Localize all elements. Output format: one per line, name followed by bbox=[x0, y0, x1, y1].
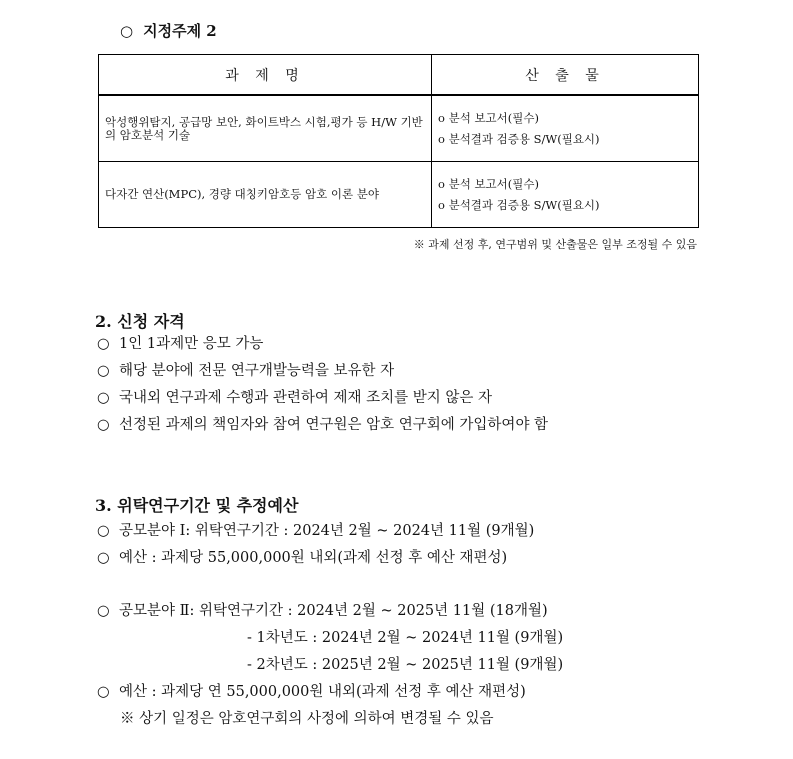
circle-bullet-icon: ○ bbox=[97, 523, 110, 539]
list-item: ○ 1인 1과제만 응모 가능 bbox=[97, 336, 264, 352]
circle-bullet-icon: ○ bbox=[97, 550, 110, 566]
list-item: ○ 예산 : 과제당 55,000,000원 내외(과제 선정 후 예산 재편성) bbox=[97, 550, 508, 566]
table-row bbox=[99, 95, 699, 162]
schedule-note: ※ 상기 일정은 암호연구회의 사정에 의하여 변경될 수 있음 bbox=[120, 711, 494, 727]
circle-bullet-icon: ○ bbox=[97, 390, 110, 406]
outputs-cell bbox=[432, 95, 699, 162]
table-note: ※ 과제 선정 후, 연구범위 및 산출물은 일부 조정될 수 있음 bbox=[413, 238, 697, 251]
list-item: ○ 선정된 과제의 책임자와 참여 연구원은 암호 연구회에 가입하여야 함 bbox=[97, 417, 549, 433]
task-name-cell: 악성행위탐지, 공급망 보안, 화이트박스 시험,평가 등 H/W 기반의 암호분석 기술 bbox=[99, 95, 432, 162]
topic-table bbox=[98, 54, 699, 228]
outputs-cell bbox=[432, 162, 699, 228]
list-item: ○ 해당 분야에 전문 연구개발능력을 보유한 자 bbox=[97, 363, 395, 379]
list-item: - 1차년도 : 2024년 2월 ~ 2024년 11월 (9개월) bbox=[247, 630, 564, 646]
circle-bullet-icon: ○ bbox=[97, 684, 110, 700]
list-item: ○ 국내외 연구과제 수행과 관련하여 제재 조치를 받지 않은 자 bbox=[97, 390, 493, 406]
output-item: o 분석결과 검증용 S/W(필요시) bbox=[438, 131, 600, 146]
table-row bbox=[99, 162, 699, 228]
list-item: ○ 예산 : 과제당 연 55,000,000원 내외(과제 선정 후 예산 재편성) bbox=[97, 684, 526, 700]
circle-bullet-icon: ○ bbox=[97, 363, 110, 379]
output-item: o 분석 보고서(필수) bbox=[438, 110, 539, 125]
circle-bullet-icon: ○ bbox=[97, 603, 110, 619]
circle-bullet-icon: ○ bbox=[97, 417, 110, 433]
section-3-title: 3. 위탁연구기간 및 추정예산 bbox=[95, 496, 299, 515]
circle-bullet-icon: ○ bbox=[97, 336, 110, 352]
output-item: o 분석결과 검증용 S/W(필요시) bbox=[438, 197, 600, 212]
task-name-cell: 다자간 연산(MPC), 경량 대칭키암호등 암호 이론 분야 bbox=[99, 162, 432, 228]
list-item: ○ 공모분야 Ⅱ: 위탁연구기간 : 2024년 2월 ~ 2025년 11월 (18개월) bbox=[97, 603, 548, 619]
topic-title: 지정주제 2 bbox=[143, 22, 217, 40]
topic-heading bbox=[120, 20, 217, 41]
list-item: - 2차년도 : 2025년 2월 ~ 2025년 11월 (9개월) bbox=[247, 657, 564, 673]
output-item: o 분석 보고서(필수) bbox=[438, 176, 539, 191]
list-item: ○ 공모분야 Ⅰ: 위탁연구기간 : 2024년 2월 ~ 2024년 11월 (9개월) bbox=[97, 523, 535, 539]
header-outputs: 산 출 물 bbox=[432, 55, 699, 96]
header-task-name: 과 제 명 bbox=[99, 55, 432, 96]
circle-bullet-icon: ○ bbox=[120, 22, 134, 40]
section-2-title: 2. 신청 자격 bbox=[95, 312, 185, 331]
